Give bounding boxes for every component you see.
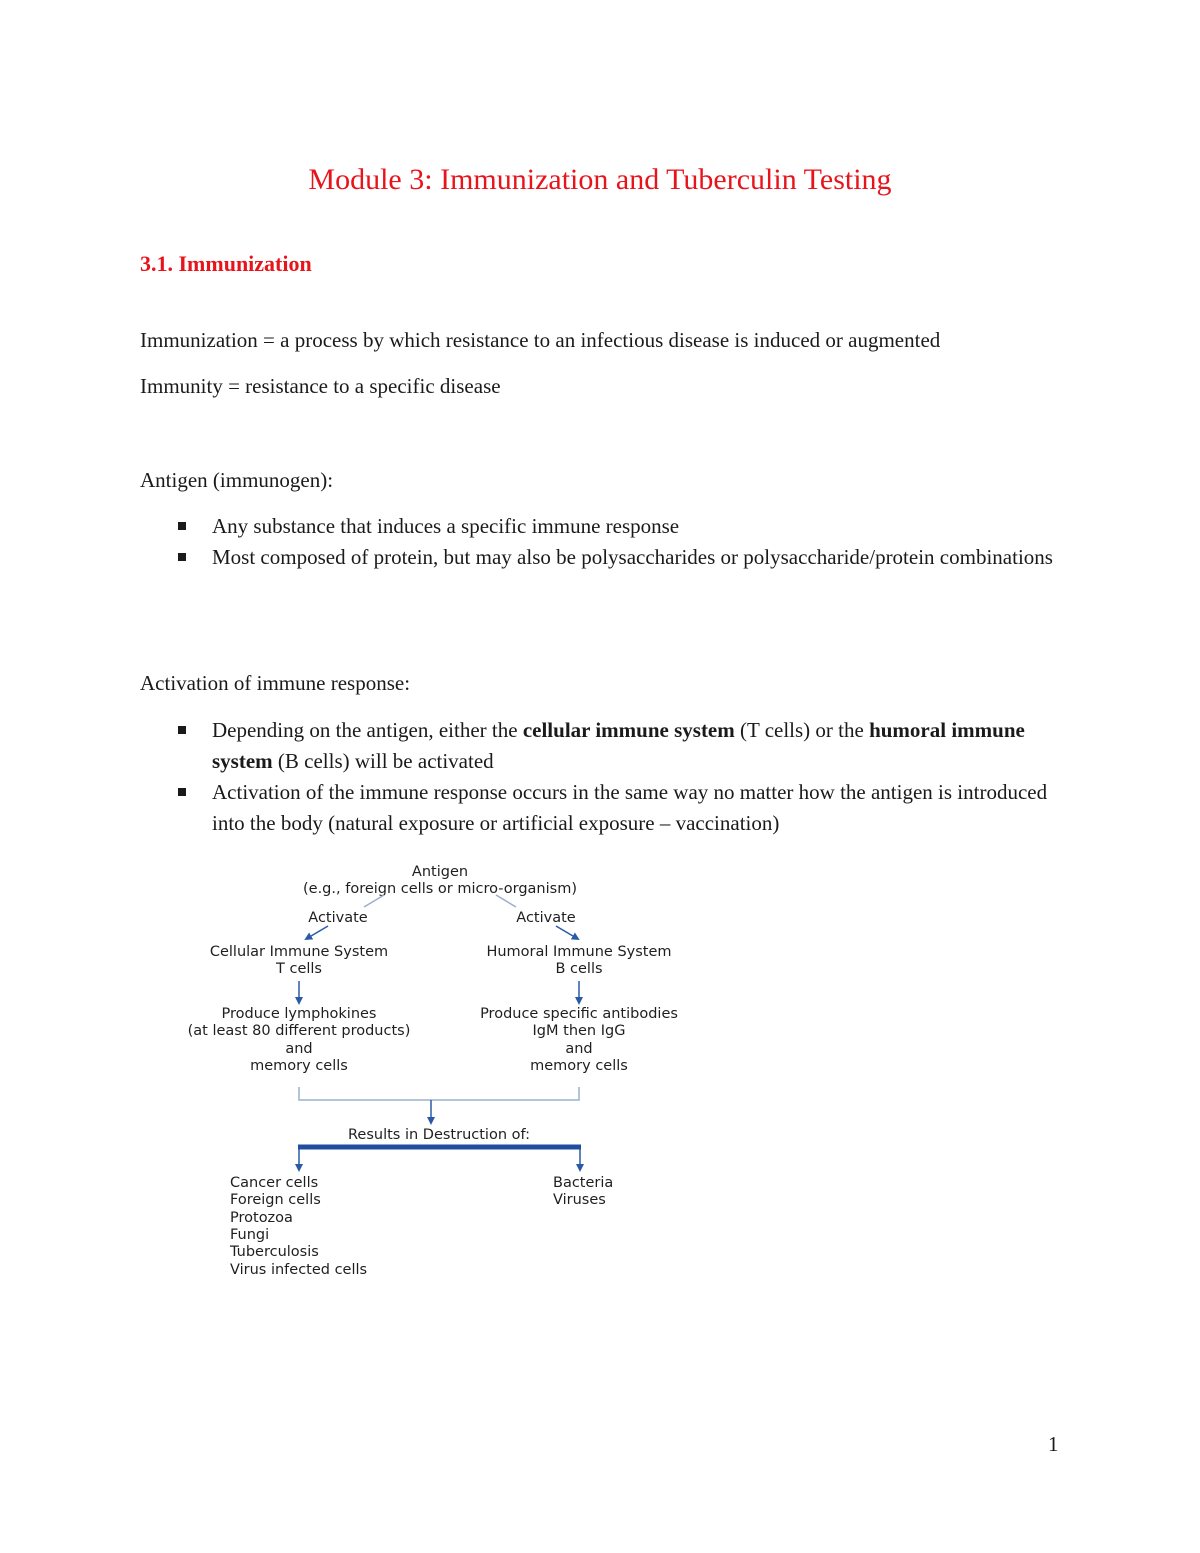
left-product-line: and <box>285 1041 313 1057</box>
activate-right-arrow <box>556 926 578 939</box>
left-target: Virus infected cells <box>230 1262 368 1278</box>
antigen-title: Antigen <box>411 864 469 880</box>
left-product-line: memory cells <box>250 1058 348 1074</box>
right-product-line: IgM then IgG <box>532 1023 626 1039</box>
cellular-system-subtitle: T cells <box>276 961 322 977</box>
right-product-line: and <box>565 1041 593 1057</box>
humoral-system-title: Humoral Immune System <box>486 944 672 960</box>
page-title: Module 3: Immunization and Tuberculin Testing <box>308 163 892 196</box>
right-target: Bacteria <box>553 1175 614 1191</box>
bullet-square-icon <box>178 522 186 530</box>
humoral-immune-system-term: humoral immune system <box>212 718 1025 773</box>
right-target: Viruses <box>553 1192 606 1208</box>
antigen-bullet-list <box>176 511 1056 573</box>
left-product-line: Produce lymphokines <box>221 1006 377 1022</box>
activation-heading: Activation of immune response: <box>140 671 411 695</box>
immune-response-diagram <box>170 855 710 1285</box>
list-item <box>176 715 1056 777</box>
activate-right-label: Activate <box>516 910 576 926</box>
list-item <box>176 777 1056 839</box>
bullet-text-middle: (T cells) or the <box>734 718 870 742</box>
antigen-heading: Antigen (immunogen): <box>140 468 334 492</box>
page-number: 1 <box>1048 1432 1059 1456</box>
activate-left-arrow <box>306 926 328 939</box>
cellular-system-title: Cellular Immune System <box>209 944 389 960</box>
section-heading: 3.1. Immunization <box>140 251 312 276</box>
cellular-immune-system-term: cellular immune system <box>522 718 735 742</box>
activate-left-label: Activate <box>308 910 368 926</box>
left-target: Foreign cells <box>230 1192 321 1208</box>
bullet-text: Any substance that induces a specific immune response <box>212 514 680 538</box>
left-target: Protozoa <box>230 1210 293 1226</box>
left-product-line: (at least 80 different products) <box>187 1023 411 1039</box>
right-product-line: Produce specific antibodies <box>480 1006 678 1022</box>
bullet-square-icon <box>178 788 186 796</box>
bullet-square-icon <box>178 726 186 734</box>
results-label: Results in Destruction of: <box>348 1127 530 1143</box>
left-target: Cancer cells <box>230 1175 319 1191</box>
list-item <box>176 511 1056 542</box>
merge-bracket <box>299 1087 579 1100</box>
bullet-text-suffix: (B cells) will be activated <box>272 749 494 773</box>
antigen-subtitle: (e.g., foreign cells or micro-organism) <box>303 881 577 897</box>
immunization-definition: Immunization = a process by which resistance to an infectious disease is induced or augmented <box>140 328 941 352</box>
humoral-system-subtitle: B cells <box>555 961 603 977</box>
immunity-definition: Immunity = resistance to a specific disease <box>140 374 501 398</box>
bullet-text: Most composed of protein, but may also be polysaccharides or polysaccharide/protein combinations <box>212 545 1053 569</box>
bullet-square-icon <box>178 553 186 561</box>
right-product-line: memory cells <box>530 1058 628 1074</box>
bullet-text: Activation of the immune response occurs in the same way no matter how the antigen is introduced into the body (natural exposure or artificial exposure – vaccination) <box>212 780 1048 835</box>
bullet-text-prefix: Depending on the antigen, either the <box>212 718 523 742</box>
list-item <box>176 542 1056 573</box>
activation-bullet-list <box>176 715 1056 839</box>
left-target: Tuberculosis <box>230 1244 319 1260</box>
left-target: Fungi <box>230 1227 270 1243</box>
